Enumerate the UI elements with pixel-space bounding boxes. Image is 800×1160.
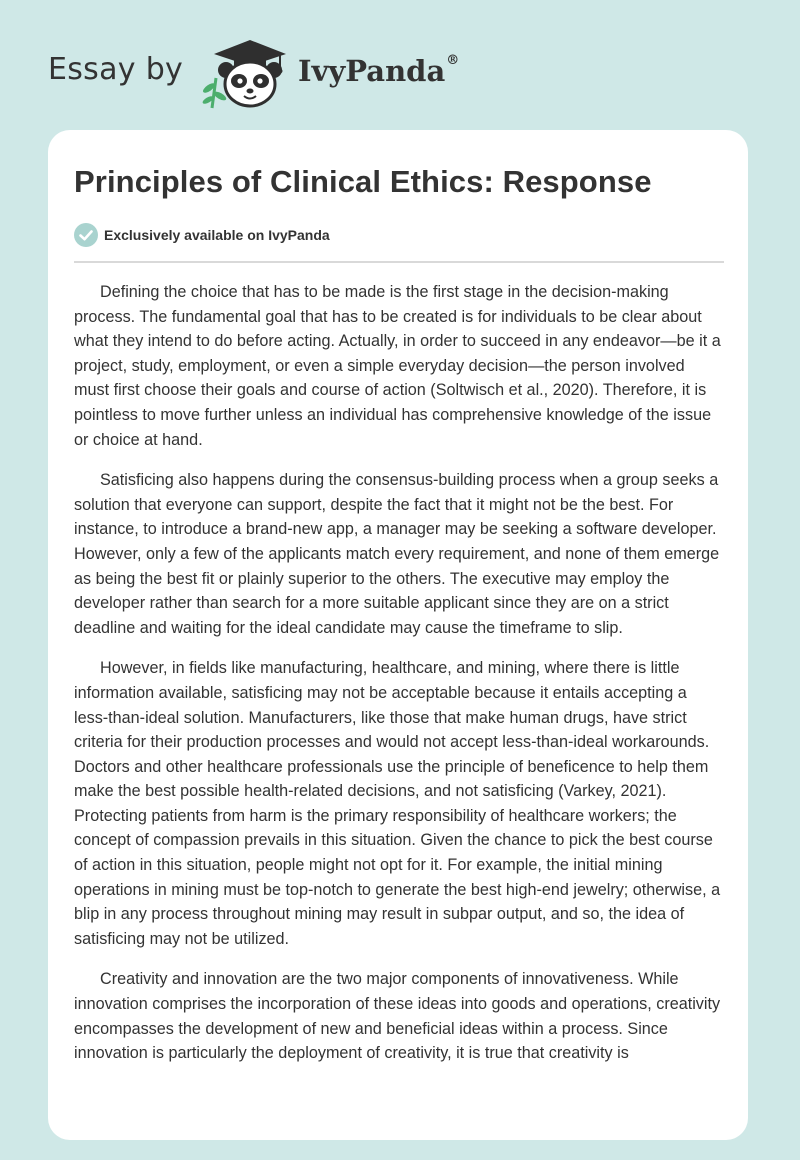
registered-mark: ® [446, 53, 460, 69]
check-circle-icon [74, 223, 98, 247]
article-card [48, 130, 748, 1140]
brand-text: IvyPanda [298, 54, 446, 88]
paragraph-4: Creativity and innovation are the two major components of innovativeness. While innovation comprises the incorporation of these ideas into goods and operations, creativity encompasses the development of new and beneficial ideas within a process. Since innovation is particularly the deployment of creativity, it is true that creativity is [74, 970, 721, 1063]
brand-name[interactable] [298, 54, 459, 88]
site-header [0, 0, 800, 130]
exclusive-badge [74, 222, 330, 248]
paragraph-3: However, in fields like manufacturing, healthcare, and mining, where there is little information available, satisficing may not be acceptable because it entails accepting a less-than-ideal solution. Manufacturers, like those that make human drugs, have strict criteria for their production processes and would not accept less-than-ideal workarounds. Doctors and other healthcare professionals use the principle of beneficence to help them make the best possible health-related decisions, and not satisficing (Varkey, 2021). Protecting patients from harm is the primary responsibility of healthcare workers; the concept of compassion prevails in this situation. Given the chance to pick the best course of action in this situation, people might not opt for it. For example, the initial mining operations in mining must be top-notch to generate the best high-end jewelry; otherwise, a blip in any process throughout mining may result in subpar output, and so, the idea of satisficing may not be utilized. [74, 659, 721, 948]
paragraph-1: Defining the choice that has to be made is the first stage in the decision-making process. The fundamental goal that has to be created is for individuals to be clear about what they intend to do before acting. Actually, in order to succeed in any endeavor—be it a project, study, employment, or even a simple everyday decision—the person involved must first choose their goals and course of action (Soltwisch et al., 2020). Therefore, it is pointless to move further unless an individual has comprehensive knowledge of the issue or choice at hand. [74, 283, 721, 449]
panda-graduate-logo-icon[interactable] [200, 36, 296, 110]
exclusive-badge-label: Exclusively available on IvyPanda [104, 227, 330, 243]
title-divider [74, 261, 724, 263]
page-title: Principles of Clinical Ethics: Response [74, 164, 652, 199]
article-body [74, 280, 724, 1082]
essay-by-label: Essay by [48, 52, 184, 87]
paragraph-2: Satisficing also happens during the consensus-building process when a group seeks a solution that everyone can support, despite the fact that it might not be the best. For instance, to introduce a brand-new app, a manager may be seeking a software developer. However, only a few of the applicants match every requirement, and none of them emerge as being the best fit or plainly superior to the others. The executive may employ the developer rather than search for a more suitable applicant since they are on a strict deadline and waiting for the ideal candidate may cause the timeframe to slip. [74, 471, 720, 637]
